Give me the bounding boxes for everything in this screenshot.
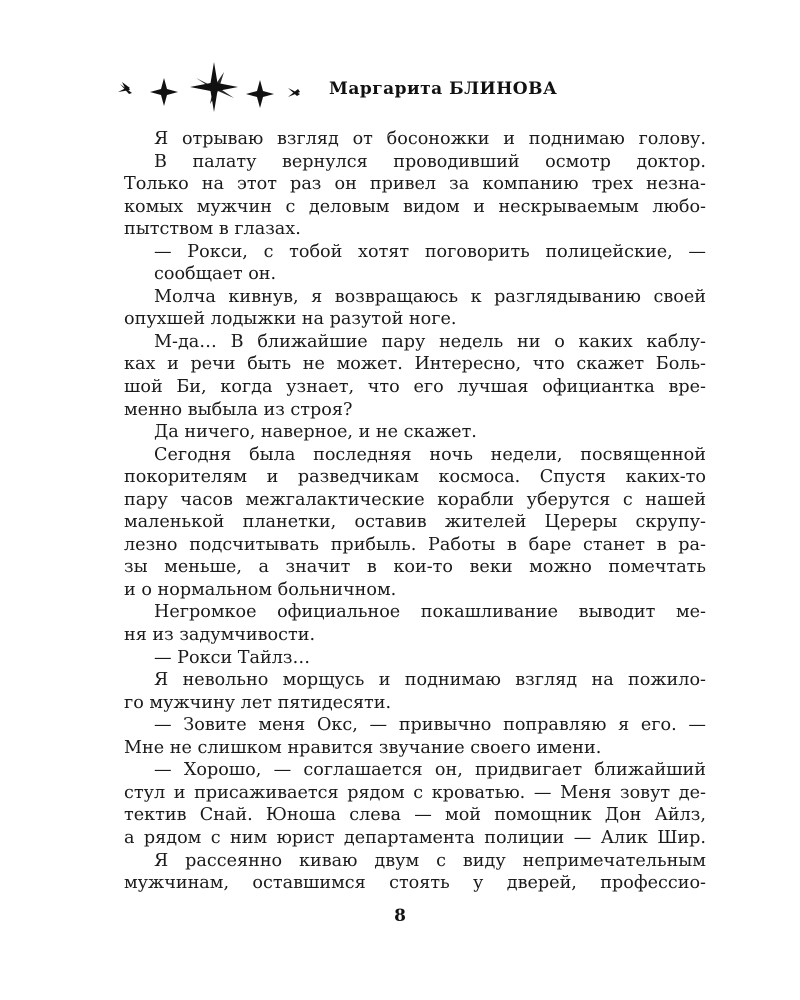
text-line: менно выбыла из строя?	[124, 399, 353, 420]
text-line: — Рокси Тайлз…	[154, 647, 311, 668]
text-line: сообщает он.	[154, 264, 277, 285]
running-header	[116, 62, 696, 112]
text-line: го мужчину лет пятидесяти.	[124, 692, 392, 713]
stars-ornament-icon	[116, 62, 306, 112]
text-line: тектив Снай. Юноша слева — мой помощник Дон Айлз,	[124, 805, 706, 826]
text-line: В палату вернулся проводивший осмотр доктор.	[154, 151, 706, 172]
text-line: Негромкое официальное покашливание выводит ме-	[154, 602, 706, 623]
body-text	[124, 128, 706, 895]
author-first-name: Маргарита	[329, 79, 443, 99]
text-line: стул и присаживается рядом с кроватью. — Меня зовут де-	[124, 782, 706, 803]
text-line: а рядом с ним юрист департамента полиции — Алик Шир.	[124, 827, 706, 848]
text-line: покорителям и разведчикам космоса. Спустя каких-то	[124, 467, 706, 488]
text-line: маленькой планетки, оставив жителей Цереры скрупу-	[124, 512, 706, 533]
text-line: мужчинам, оставшимся стоять у дверей, профессио-	[124, 873, 706, 894]
text-line: Да ничего, наверное, и не скажет.	[154, 422, 477, 443]
text-line: пытством в глазах.	[124, 219, 301, 240]
text-line: лезно подсчитывать прибыль. Работы в баре станет в ра-	[124, 534, 706, 555]
text-line: пару часов межгалактические корабли уберутся с нашей	[124, 489, 706, 510]
author-last-name: БЛИНОВА	[449, 79, 558, 99]
text-line: — Зовите меня Окс, — привычно поправляю я его. —	[154, 715, 706, 736]
text-line: и о нормальном больничном.	[124, 579, 397, 600]
text-line: Я невольно морщусь и поднимаю взгляд на пожило-	[154, 670, 706, 691]
text-line: опухшей лодыжки на разутой ноге.	[124, 309, 457, 330]
text-line: Сегодня была последняя ночь недели, посвященной	[154, 444, 706, 465]
text-line: шой Би, когда узнает, что его лучшая официантка вре-	[124, 377, 706, 398]
text-line: Я отрываю взгляд от босоножки и поднимаю голову.	[154, 129, 706, 149]
text-line: Я рассеянно киваю двум с виду непримечательным	[154, 850, 706, 871]
text-line: — Хорошо, — соглашается он, придвигает ближайший	[154, 760, 706, 781]
text-line: комых мужчин с деловым видом и нескрываемым любо-	[124, 196, 706, 217]
text-line: Мне не слишком нравится звучание своего имени.	[124, 737, 602, 758]
page-number: 8	[394, 906, 406, 926]
text-line: М-да… В ближайшие пару недель ни о каких каблу-	[154, 331, 706, 352]
text-line: — Рокси, с тобой хотят поговорить полицейские, —	[154, 241, 706, 262]
author-name	[329, 79, 557, 99]
text-line: ках и речи быть не может. Интересно, что скажет Боль-	[124, 354, 706, 375]
text-line: ня из задумчивости.	[124, 625, 316, 646]
text-line: Молча кивнув, я возвращаюсь к разглядыванию своей	[154, 286, 706, 307]
text-line: Только на этот раз он привел за компанию трех незна-	[124, 174, 706, 195]
text-line: зы меньше, а значит в кои-то веки можно помечтать	[124, 557, 706, 578]
